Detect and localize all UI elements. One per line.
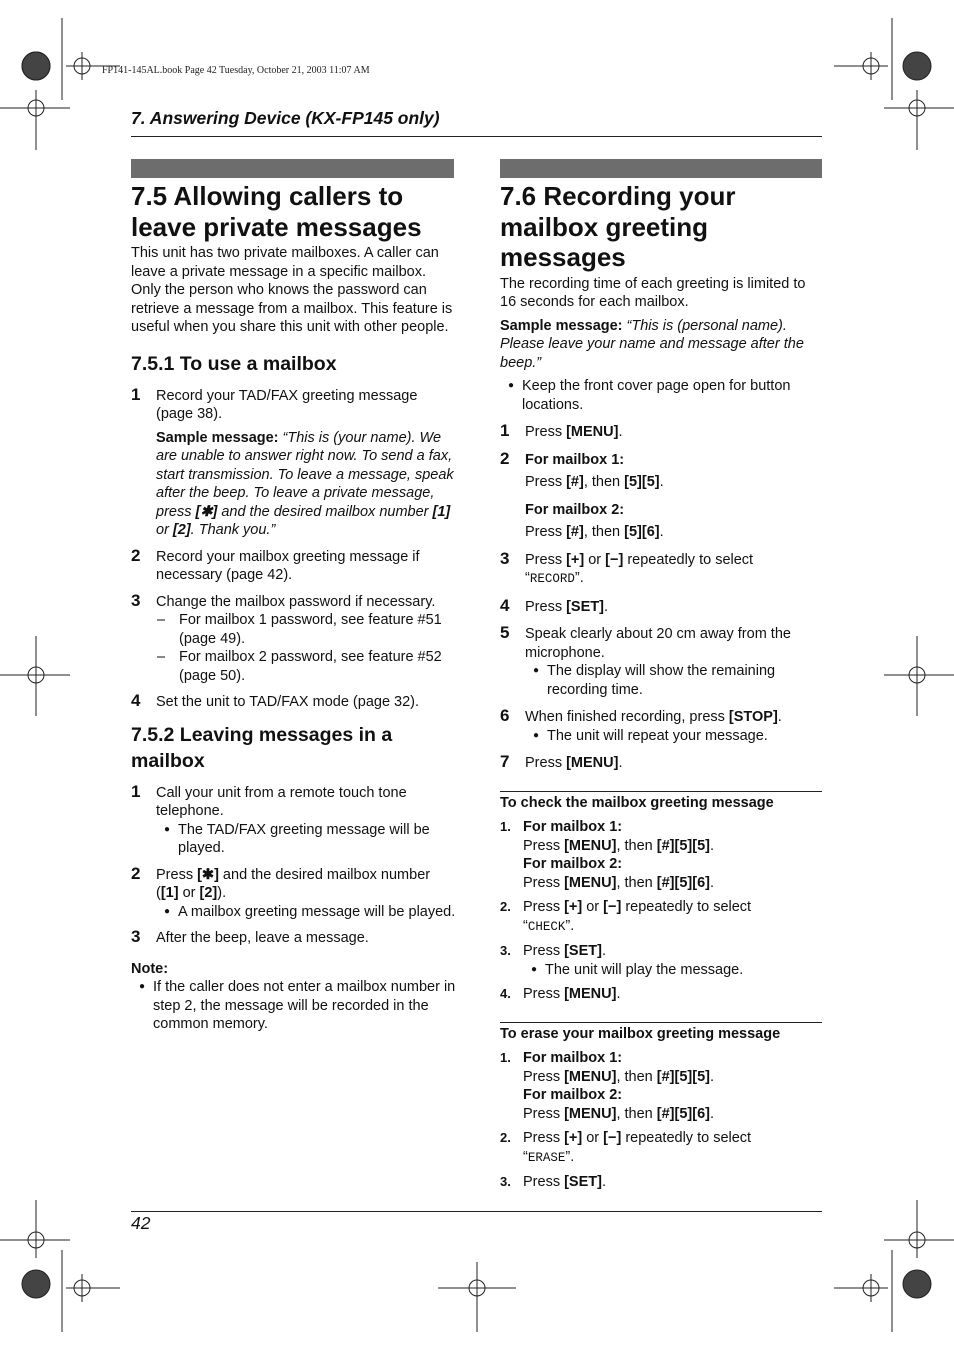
r-step-6: 6 When finished recording, press [STOP]. ● The unit will repeat your message.	[500, 706, 782, 744]
s2-step-1: 1 Call your unit from a remote touch tone telephone. ● The TAD/FAX greeting message will be played.	[131, 781, 430, 856]
subsection-title-7-5-1: 7.5.1 To use a mailbox	[131, 352, 337, 375]
sample-message: Sample message: “This is (your name). We are unable to answer right now. To send a fax, start transmission. To leave a message, speak after the beep. To leave a private message, press [✱] and the desired mailbox number [1] or [2]. Thank you.”	[156, 429, 454, 538]
note-bullet: ● If the caller does not enter a mailbox number in step 2, the message will be recorded in the common memory.	[139, 979, 456, 1032]
erase-step-2: 2. Press [+] or [−] repeatedly to select “ERASE”.	[500, 1130, 752, 1165]
s2-step-3: 3 After the beep, leave a message.	[131, 927, 369, 946]
erase-title: To erase your mailbox greeting message	[500, 1025, 781, 1042]
file-info-line: FP141-145AL.book Page 42 Tuesday, October 21, 2003 11:07 AM	[102, 65, 370, 76]
section-bar-left	[131, 159, 454, 178]
erase-step-3: 3. Press [SET].	[500, 1174, 606, 1190]
check-step-4: 4. Press [MENU].	[500, 986, 621, 1002]
subsection-title-7-5-2: 7.5.2 Leaving messages in a mailbox	[131, 723, 393, 772]
right-column	[500, 181, 824, 1192]
check-title: To check the mailbox greeting message	[500, 794, 774, 811]
left-column	[131, 181, 456, 1034]
right-sample-message: Sample message: “This is (personal name). Please leave your name and message after the beep.”	[500, 317, 804, 371]
step-1: 1 Record your TAD/FAX greeting message (page 38). Sample message: “This is (your name). We are unable to answer right now. To send a fax, start transmission. To leave a message, speak after the beep. To leave a private message, press [✱] and the desired mailbox number [1] or [2]. Thank you.”	[131, 387, 456, 540]
section-title-7-6: 7.6 Recording your mailbox greeting messages	[500, 181, 736, 272]
step-2: 2 Record your mailbox greeting message if necessary (page 42).	[131, 545, 420, 583]
r-step-1: 1 Press [MENU].	[500, 421, 623, 440]
step-3: 3 Change the mailbox password if necessary.	[131, 590, 436, 610]
check-step-1: 1. For mailbox 1: Press [MENU], then [#][5][5]. For mailbox 2: Press [MENU], then [#][5][6].	[500, 819, 714, 891]
cover-bullet: ● Keep the front cover page open for button locations.	[508, 378, 791, 413]
r-step-3: 3 Press [+] or [−] repeatedly to select “RECORD”.	[500, 548, 754, 586]
dash-item-2: – For mailbox 2 password, see feature #52 (page 50).	[157, 649, 442, 684]
r-step-2: 2 For mailbox 1: Press [#], then [5][5]. For mailbox 2: Press [#], then [5][6].	[500, 448, 664, 540]
chapter-heading: 7. Answering Device (KX-FP145 only)	[131, 108, 440, 128]
r-step-7: 7 Press [MENU].	[500, 752, 623, 771]
s2-step-2: 2 Press [✱] and the desired mailbox number ([1] or [2]). ● A mailbox greeting message will be played.	[131, 863, 456, 920]
r-step-5: 5 Speak clearly about 20 cm away from the microphone. ● The display will show the remaining recording time.	[500, 623, 791, 698]
intro-paragraph: This unit has two private mailboxes. A caller can leave a private message in a specific mailbox. Only the person who knows the password can retrieve a message from a mailbox. This feature is useful when you share this unit with other people.	[131, 245, 453, 335]
footer-rule	[131, 1211, 822, 1212]
step-4: 4 Set the unit to TAD/FAX mode (page 32).	[131, 691, 420, 710]
note-label: Note:	[131, 960, 169, 977]
check-step-2: 2. Press [+] or [−] repeatedly to select “CHECK”.	[500, 899, 752, 934]
check-step-3: 3. Press [SET]. ● The unit will play the message.	[500, 943, 744, 978]
section-title-7-5: 7.5 Allowing callers to leave private messages	[131, 181, 422, 242]
section-bar-right	[500, 159, 822, 178]
check-rule	[500, 791, 822, 792]
right-intro: The recording time of each greeting is limited to 16 seconds for each mailbox.	[500, 275, 806, 310]
r-step-4: 4 Press [SET].	[500, 595, 608, 615]
erase-step-1: 1. For mailbox 1: Press [MENU], then [#][5][5]. For mailbox 2: Press [MENU], then [#][5][6].	[500, 1050, 714, 1122]
erase-rule	[500, 1022, 822, 1023]
header-rule	[131, 136, 822, 137]
page-number: 42	[131, 1213, 151, 1233]
dash-item-1: – For mailbox 1 password, see feature #51 (page 49).	[157, 612, 442, 647]
